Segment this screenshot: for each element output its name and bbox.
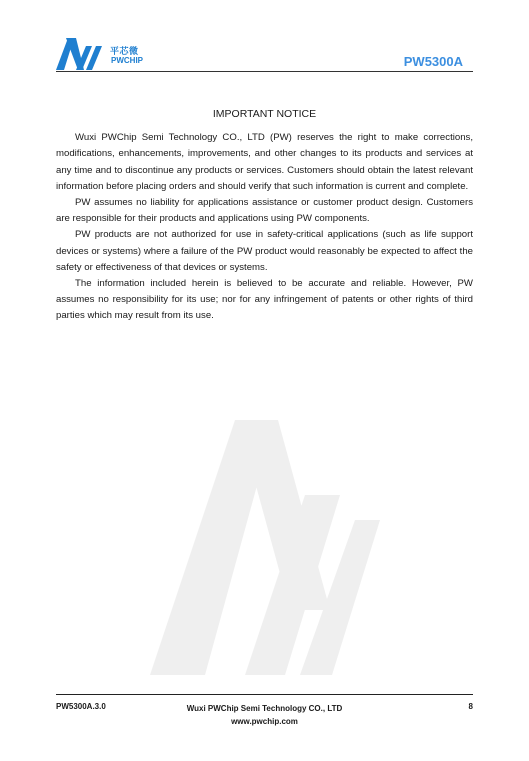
footer-divider: [56, 694, 473, 695]
header-divider: [56, 71, 473, 72]
company-logo: [54, 30, 174, 72]
notice-paragraph: The information included herein is believed to be accurate and reliable. However, PW assumes no responsibility for its use; nor for any infringement of patents or other rights of third parties which may result from its use.: [56, 278, 473, 322]
footer-company-info: [0, 702, 529, 728]
notice-title: IMPORTANT NOTICE: [212, 108, 317, 120]
logo-chinese-name: 平芯微: [110, 46, 139, 56]
notice-paragraph: Wuxi PWChip Semi Technology CO., LTD (PW) reserves the right to make corrections, modifications, enhancements, improvements, and other changes to its products and services at any time and to discontinue any products or services. Customers should obtain the latest relevant information before placing orders and should verify that such information is current and complete.: [56, 132, 473, 192]
notice-paragraph: PW assumes no liability for applications assistance or customer product design. Customers are responsible for their products and applications using PW components.: [56, 197, 473, 225]
page-number: 8: [468, 702, 473, 711]
logo-english-name: PWCHIP: [111, 56, 143, 65]
notice-paragraph: PW products are not authorized for use in safety-critical applications (such as life support devices or systems) where a failure of the PW product would reasonably be expected to affect the safety or effectiveness of that devices or systems.: [56, 229, 473, 273]
footer-website: www.pwchip.com: [231, 717, 298, 726]
pwchip-logo-icon: [54, 30, 110, 72]
logo-watermark-icon: [150, 400, 380, 680]
document-version: PW5300A.3.0: [56, 702, 106, 711]
footer-company-name: Wuxi PWChip Semi Technology CO., LTD: [186, 704, 343, 713]
notice-body: [56, 106, 473, 325]
part-number: PW5300A: [403, 54, 463, 69]
